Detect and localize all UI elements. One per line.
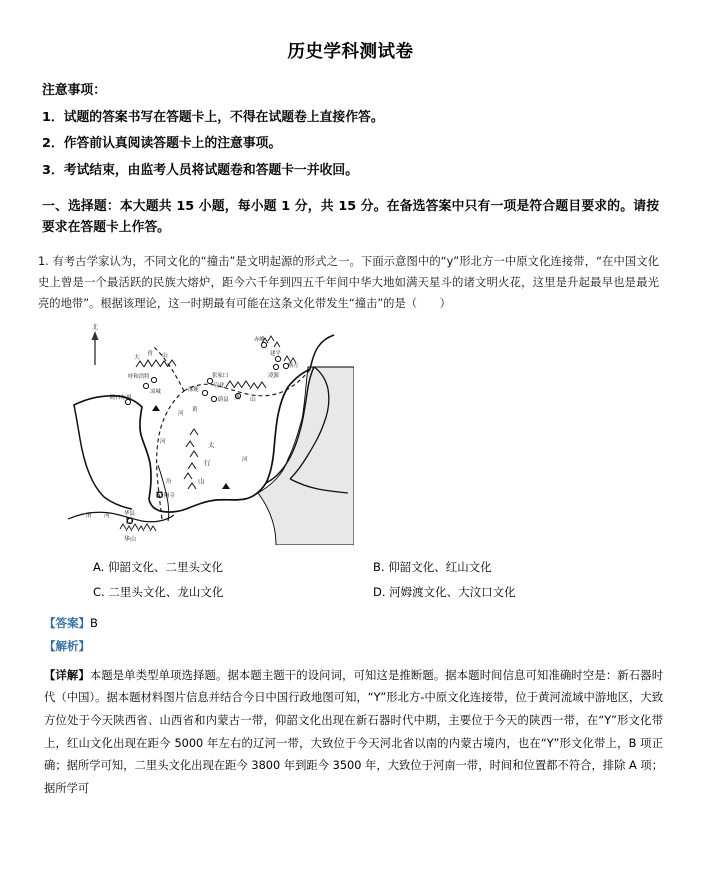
question-number: 1. [38,255,49,269]
svg-text:河: 河 [178,411,184,418]
notes-section [0,84,701,177]
cultural-belt-map [62,323,354,545]
option-b-text: 仰韶文化、红山文化 [388,560,492,575]
option-a[interactable] [93,555,355,580]
svg-text:行: 行 [204,459,211,468]
svg-text:华山: 华山 [124,536,137,544]
svg-text:喀左: 喀左 [288,363,299,370]
option-c-text: 二里头文化、龙山文化 [108,585,224,600]
svg-text:山: 山 [250,397,256,404]
answer-label: 【答案】 [44,615,90,630]
svg-text:陶寺: 陶寺 [164,493,175,500]
notes-heading: 注意事项： [42,83,106,99]
svg-text:凉城: 凉城 [150,389,161,396]
section-heading: 一、选择题：本大题共 15 小题，每小题 1 分，共 15 分。在备选答案中只有一项是符合题目要求的。请按要求在答题卡上作答。 [42,198,659,235]
option-a-text: 仰韶文化、二里头文化 [107,560,223,575]
svg-text:河: 河 [242,457,248,464]
question-stem-text: 有考古学家认为，不同文化的“撞击”是文明起源的形式之一。下面示意图中的“y”形北方一中原文化连接带，“在中国文化史上曾是一个最活跃的民族大熔炉，距今六千年到四五千年间中华大地如满天星斗的诸文明火花，这里是升起最早也是最光亮的地带”。根据该理论，这一时期最有可能在这条文化带发生“撞击”的是（ ） [38,255,659,311]
question-stem [38,252,659,315]
explanation-section [0,665,701,801]
option-b[interactable] [355,555,617,580]
svg-text:渭: 渭 [86,513,92,520]
note-item-3: 3．考试结束，由监考人员将试题卷和答题卡一并收回。 [42,162,359,178]
answer-options [38,555,659,606]
detail-text: 本题是单类型单项选择题。据本题主题干的设问词，可知这是推断题。据本题时间信息可知准确时空是：新石器时代（中国）。据本题材料图片信息并结合今日中国行政地图可知，“Y”形北方-中原文化连接带，位于黄河流域中游地区，大致方位处于今天陕西省、山西省和内蒙古一带，仰韶文化出现在新石器时代中期，主要位于今天的陕西一带，在“Y”形文化带上，红山文化出现在距今 5000 年左右的辽河一带，大致位于今天河北省以南的内蒙古境内，也在“Y”形文化带上，B 项正确；据所学可知，二里头文化出现在距今 3800 年到距今 3500 年，大致位于河南一带，时间和位置都不符合，排除 A 项；据所学可 [44,668,663,795]
analysis-label: 【解析】 [44,639,90,654]
answer-value: B [90,615,98,630]
option-c-letter: C. [93,585,105,600]
answer-section [0,612,701,659]
svg-text:张家口: 张家口 [212,373,229,380]
svg-text:燕: 燕 [234,395,240,402]
svg-text:河: 河 [104,513,110,520]
svg-text:磴口东周: 磴口东周 [110,395,132,402]
option-row-2 [93,580,617,605]
svg-text:汾: 汾 [166,479,172,486]
svg-text:青: 青 [147,351,153,358]
svg-text:蔚县: 蔚县 [218,397,229,404]
analysis-line [44,635,659,659]
option-a-letter: A. [93,560,105,575]
option-c[interactable] [93,580,355,605]
svg-text:呼和浩特: 呼和浩特 [128,374,150,381]
svg-text:黄: 黄 [192,407,198,414]
svg-text:河: 河 [160,439,166,446]
svg-text:北: 北 [91,324,99,332]
svg-text:建平: 建平 [270,351,281,358]
svg-text:赤峰: 赤峰 [254,337,265,344]
svg-text:涿鹿: 涿鹿 [188,387,199,394]
question-1 [0,252,701,605]
svg-text:凌源: 凌源 [268,373,279,380]
svg-text:华县: 华县 [124,511,135,518]
note-item-2: 2．作答前认真阅读答题卡上的注意事项。 [42,136,282,152]
option-d-text: 河姆渡文化、大汶口文化 [389,585,516,600]
page-title: 历史学科测试卷 [287,42,414,62]
svg-text:山: 山 [162,353,168,360]
question-map-figure [62,323,354,545]
option-d[interactable] [355,580,617,605]
option-d-letter: D. [373,585,386,600]
svg-text:宣化: 宣化 [214,383,225,390]
option-b-letter: B. [373,560,385,575]
option-row-1 [93,555,617,580]
answer-line [44,612,659,636]
explanation-paragraph [44,665,663,801]
svg-text:山: 山 [198,477,205,486]
detail-label: 【详解】 [44,668,90,682]
svg-text:大: 大 [134,355,140,362]
note-item-1: 1．试题的答案书写在答题卡上，不得在试题卷上直接作答。 [42,109,384,125]
svg-text:太: 太 [208,441,215,450]
